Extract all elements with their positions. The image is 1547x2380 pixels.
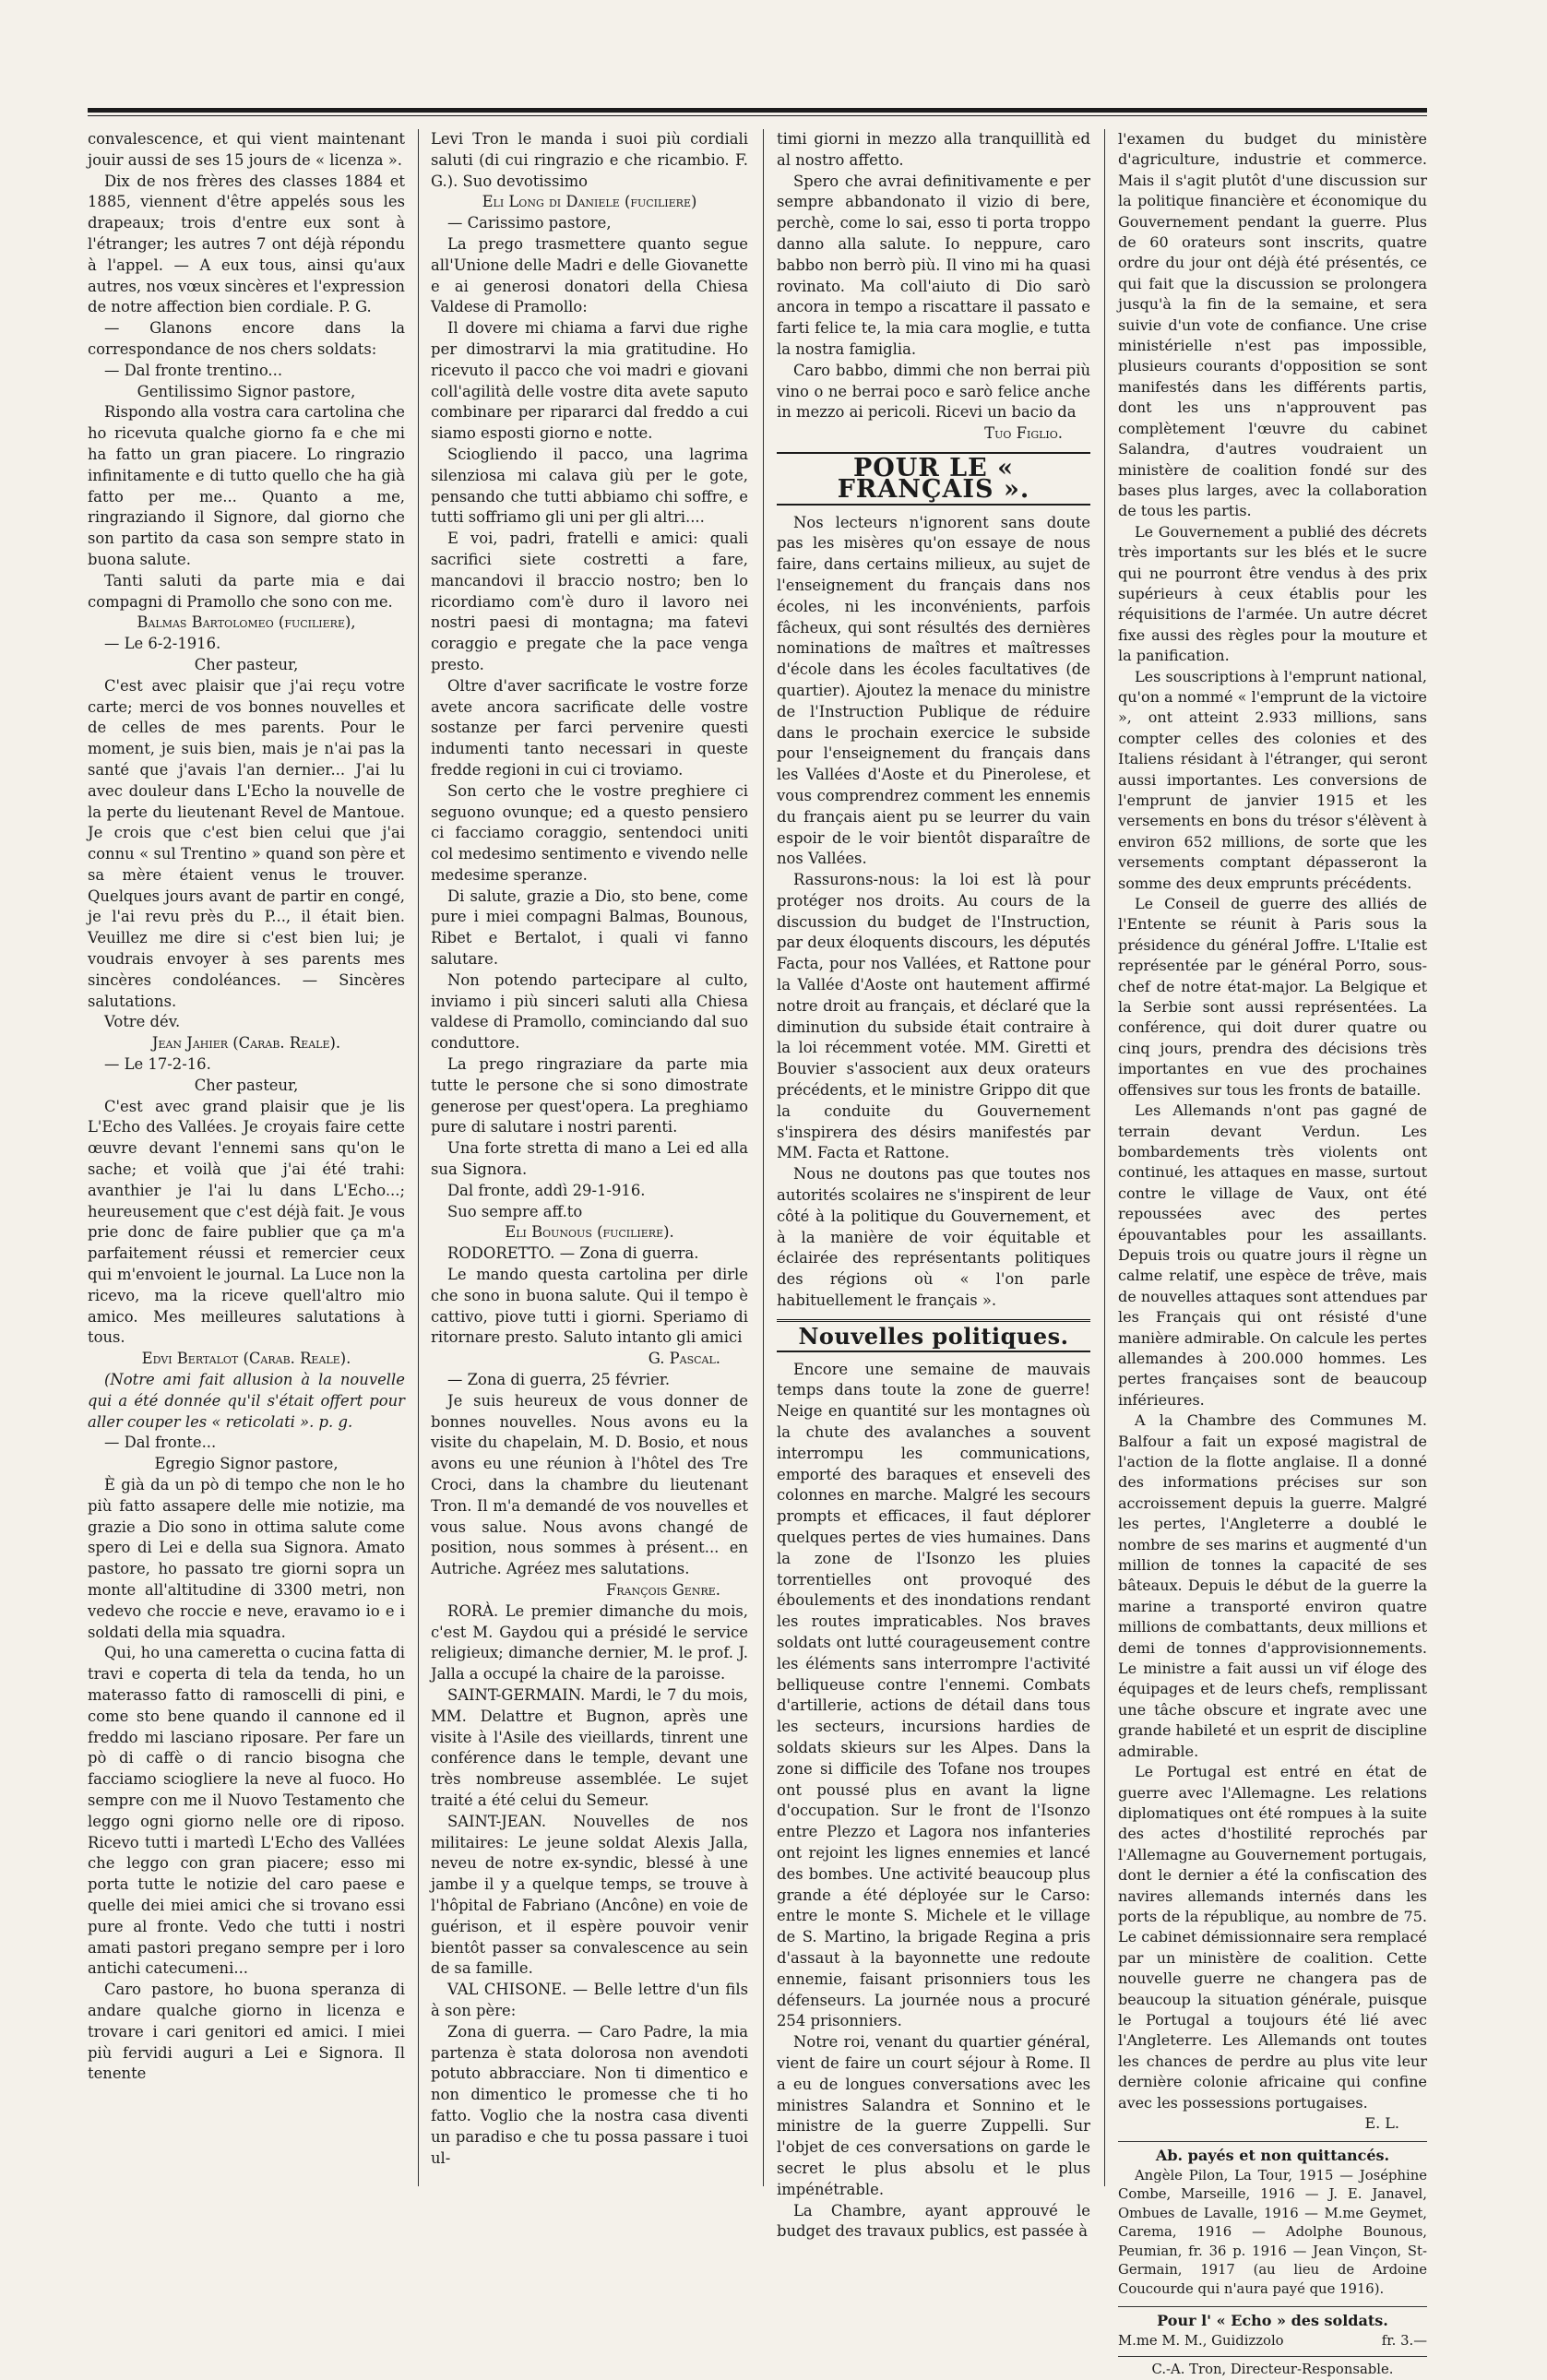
paragraph: SAINT-GERMAIN. Mardi, le 7 du mois, MM. Delattre et Bugnon, après une visite à l'Asile des vieillards, tinrent une conférence dans le temple, devant une très nombreuse assemblée. Le sujet traité a été celui du Semeur.	[431, 1685, 748, 1809]
paragraph: — Dal fronte trentino...	[104, 361, 283, 379]
paragraph: l'examen du budget du ministère d'agriculture, industrie et commerce. Mais il s'agit plutôt d'une discussion sur la politique financière et économique du Gouvernement pendant la guerre. Plus de 60 orateurs sont inscrits, quatre ordre du jour ont déjà été présentés, ce qui fait que la discussion se prolongera jusqu'à la fin de la semaine, et sera suivie d'un vote de confiance. Une crise ministérielle n'est pas impossible, plusieurs courants d'opposition se sont manifestés dans les différents partis, dont les uns n'approuvent pas complètement l'œuvre du cabinet Salandra, d'autres voudraient un ministère de coalition fondé sur des bases plus larges, avec la collaboration de tous les partis.	[1118, 130, 1427, 520]
paragraph: C'est avec plaisir que j'ai reçu votre carte; merci de vos bonnes nouvelles et de celles de mes parents. Pour le moment, je suis bien, mais je n'ai pas la santé que j'avais l'an dernier... J'ai lu avec douleur dans L'Echo la nouvelle de la perte du lieutenant Revel de Mantoue. Je crois que c'est bien celui que j'ai connu « sul Trentino » quand son père et sa mère étaient venus le trouver. Quelques jours avant de partir en congé, je l'ai revu près du P..., il était bien. Veuillez me dire si c'est bien lui; je voudrais envoyer à ses parents mes sincères condoléances. — Sincères salutations.	[88, 676, 405, 1010]
paragraph: RORÀ. Le premier dimanche du mois, c'est M. Gaydou qui a présidé le service religieux; dimanche dernier, M. le prof. J. Jalla a occupé la chaire de la paroisse.	[431, 1601, 748, 1684]
paragraph: — Glanons encore dans la correspondance de nos chers soldats:	[88, 319, 405, 358]
article-pour-le-francais	[777, 513, 1090, 1312]
paragraph: Gentilissimo Signor pastore,	[137, 382, 356, 400]
paragraph: Egregio Signor pastore,	[154, 1455, 339, 1473]
paragraph: Son certo che le vostre preghiere ci seguono ovunque; ed a questo pensiero ci facciamo coraggio, sentendoci uniti col medesimo sentimento e vivendo nelle medesime speranze.	[431, 781, 748, 884]
paragraph: Il dovere mi chiama a farvi due righe per dimostrarvi la mia gratitudine. Ho ricevuto il pacco che voi madri e giovani coll'agilità delle vostre dita avete saputo combinare per ripararci dal freddo a cui siamo esposti giorno e notte.	[431, 319, 748, 443]
paragraph: Qui, ho una cameretta o cucina fatta di travi e coperta di tela da tenda, ho un materasso fatto di ramoscelli di pini, e come sto bene quando il cannone ed il freddo mi lasciano riposare. Per fare un pò di caffè o di rancio bisogna che facciamo sciogliere la neve al fuoco. Ho sempre con me il Nuovo Testamento che leggo ogni giorno nelle ore di riposo. Ricevo tutti i martedì L'Echo des Vallées che leggo con gran piacere; esso mi porta tutte le notizie del caro paese e quelle dei miei amici che si trovano essi pure al fronte. Vedo che tutti i nostri amati pastori pregano sempre per i loro antichi catecumeni...	[88, 1644, 405, 1978]
paragraph: Le mando questa cartolina per dirle che sono in buona salute. Qui il tempo è cattivo, piove tutti i giorni. Speriamo di ritornare presto. Saluto intanto gli amici	[431, 1266, 748, 1347]
column-divider	[418, 129, 419, 2186]
paragraph: E. L.	[1364, 2114, 1399, 2132]
column-3	[777, 129, 1090, 2241]
paragraph: Tuo Figlio.	[984, 424, 1063, 443]
paragraph: Oltre d'aver sacrificate le vostre forze avete ancora sacrificate delle vostre sostanze per farci pervenire questi indumenti tanto necessari in queste fredde regioni in cui ci troviamo.	[431, 676, 748, 779]
column-divider	[763, 129, 764, 2186]
paragraph: A la Chambre des Communes M. Balfour a fait un exposé magistral de l'action de la flotte anglaise. Il a donné des informations précises sur son accroissement depuis la guerre. Malgré les pertes, l'Angleterre a doublé le nombre de ses marins et augmenté d'un million de tonnes la capacité de ses bâteaux. Depuis le début de la guerre la marine a transporté environ quatre millions de combattants, deux millions et demi de tonnes d'approvisionnements. Le ministre a fait aussi un vif éloge des équipages et de leurs chefs, remplissant une tâche obscure et ingrate avec une grande habileté et un esprit de discipline admirable.	[1118, 1411, 1427, 1760]
paragraph: C'est avec grand plaisir que je lis L'Echo des Vallées. Je croyais faire cette œuvre devant l'ennemi sans qu'on le sache; et voilà que j'ai été trahi: avanthier je l'ai lu dans L'Echo...; heureusement que c'est déjà fait. Je vous prie donc de faire publier que ça m'a parfaitement réussi et remercier ceux qui m'envoient le journal. La Luce non la ricevo, ma la riceve quell'altro mio amico. Mes meilleures salutations à tous.	[88, 1097, 405, 1347]
paragraph: Tanti saluti da parte mia e dai compagni di Pramollo che sono con me.	[88, 571, 405, 611]
abonnements-list: Angèle Pilon, La Tour, 1915 — Joséphine Combe, Marseille, 1916 — J. E. Janavel, Ombues de Lavalle, 1916 — M.me Geymet, Carema, 1916 — Adolphe Bounous, Peumian, fr. 36 p. 1916 — Jean Vinçon, St-Germain, 1917 (au lieu de Ardoine Coucourde qui n'aura payé que 1916).	[1118, 2167, 1427, 2297]
paragraph: Rassurons-nous: la loi est là pour protéger nos droits. Au cours de la discussion du budget de l'Instruction, par deux éloquents discours, les députés Facta, pour nos Vallées, et Rattone pour la Vallée d'Aoste ont hautement affirmé notre droit au français, et déclaré que la diminution du subside était contraire à la loi récemment votée. MM. Giretti et Bouvier s'associent aux deux orateurs précédents, et le ministre Grippo dit que la conduite du Gouvernement s'inspirera des désirs manifestés par MM. Facta et Rattone.	[777, 871, 1090, 1162]
paragraph: — Dal fronte...	[104, 1434, 217, 1452]
paragraph: Dal fronte, addì 29-1-916.	[447, 1181, 646, 1199]
paragraph: VAL CHISONE. — Belle lettre d'un fils à son père:	[431, 1981, 748, 2019]
heading-pour-le-francais: POUR LE « FRANÇAIS ».	[777, 452, 1090, 506]
paragraph: La prego trasmettere quanto segue all'Unione delle Madri e delle Giovanette e ai generosi donatori della Chiesa Valdese di Pramollo:	[431, 234, 748, 316]
paragraph: Levi Tron le manda i suoi più cordiali saluti (di cui ringrazio e che ricambio. F. G.). Suo devotissimo	[431, 130, 748, 190]
paragraph: E voi, padri, fratelli e amici: quali sacrifici siete costretti a fare, mancandovi il braccio nostro; ben lo ricordiamo com'è duro il lavoro nei nostri paesi di montagna; ma fatevi coraggio e pregate che la pace venga presto.	[431, 530, 748, 673]
paragraph: Non potendo partecipare al culto, inviamo i più sinceri saluti alla Chiesa valdese di Pramollo, cominciando dal suo conduttore.	[431, 970, 748, 1053]
paragraph: La prego ringraziare da parte mia tutte le persone che si sono dimostrate generose per quest'opera. La preghiamo pure di salutare i nostri parenti.	[431, 1055, 748, 1136]
paragraph: Je suis heureux de vous donner de bonnes nouvelles. Nous avons eu la visite du chapelain, M. D. Bosio, et nous avons eu une réunion à l'hôtel des Tre Croci, dans la chambre du lieutenant Tron. Il m'a demandé de vos nouvelles et vous salue. Nous avons changé de position, nous sommes à présent... en Autriche. Agréez mes salutations.	[431, 1391, 748, 1578]
paragraph: Spero che avrai definitivamente e per sempre abbandonato il vizio di bere, perchè, come lo sai, esso ti porta troppo danno alla salute. Io neppure, caro babbo non berrò più. Il vino mi ha quasi rovinato. Ma coll'aiuto di Dio sarò ancora in tempo a riscattare il passato e farti felice te, la mia cara moglie, e tutta la nostra famiglia.	[777, 172, 1090, 358]
soldats-line	[1118, 2332, 1427, 2351]
paragraph: timi giorni in mezzo alla tranquillità ed al nostro affetto.	[777, 130, 1090, 169]
paragraph: Edvi Bertalot (Carab. Reale).	[141, 1350, 351, 1368]
top-rule-thin	[88, 115, 1427, 116]
paragraph: Caro babbo, dimmi che non berrai più vino o ne berrai poco e sarò felice anche in mezzo ai pericoli. Ricevi un bacio da	[777, 361, 1090, 422]
soldats-amount: fr. 3.—	[1381, 2332, 1427, 2349]
paragraph: Notre roi, venant du quartier général, vient de faire un court séjour à Rome. Il a eu de longues conversations avec les ministres Salandra et Sonnino et le ministre de la guerre Zuppelli. Sur l'objet de ces conversations on garde le secret le plus absolu et le plus impénétrable.	[777, 2033, 1090, 2198]
paragraph: François Genre.	[605, 1580, 720, 1599]
paragraph: È già da un pò di tempo che non le ho più fatto assapere delle mie notizie, ma grazie a Dio sono in ottima salute come spero di Lei e della sua Signora. Amato pastore, ho passato tre giorni sopra un monte all'altitudine di 3300 metri, non vedevo che roccie e neve, eravamo io e i soldati della mia squadra.	[88, 1476, 405, 1641]
paragraph: Dix de nos frères des classes 1884 et 1885, viennent d'être appelés sous les drapeaux; trois d'entre eux sont à l'étranger; les autres 7 ont déjà répondu à l'appel. — A eux tous, ainsi qu'aux autres, nos vœux sincères et l'expression de notre affection bien cordiale. P. G.	[88, 172, 405, 316]
paragraph: (Notre ami fait allusion à la nouvelle qui a été donnée qu'il s'était offert pour aller couper les « reticolati ». p. g.	[88, 1371, 405, 1431]
paragraph: Nos lecteurs n'ignorent sans doute pas les misères qu'on essaye de nous faire, dans certains milieux, au sujet de l'enseignement du français dans nos écoles, ni les inconvénients, parfois fâcheux, qui sont résultés des dernières nominations de maîtres et maîtresses d'école dans les écoles facultatives (de quartier). Ajoutez la menace du ministre de l'Instruction Publique de réduire dans le prochain exercice le subside pour l'enseignement du français dans les Vallées d'Aoste et du Pinerolese, et vous comprendrez comment les ennemis du français aient pu se leurrer du vain espoir de le voir bientôt disparaître de nos Vallées.	[777, 513, 1090, 868]
paragraph: Cher pasteur,	[194, 655, 299, 673]
paragraph: Nous ne doutons pas que toutes nos autorités scolaires ne s'inspirent de leur côté à la politique du Gouvernement, et à la manière de voir équitable et éclairée des représentants politiques des régions où « l'on parle habituellement le français ».	[777, 1165, 1090, 1310]
paragraph: La Chambre, ayant approuvé le budget des travaux publics, est passée à	[777, 2201, 1090, 2241]
paragraph: Caro pastore, ho buona speranza di andare qualche giorno in licenza e trovare i cari genitori ed amici. I miei più fervidi auguri a Lei e Signora. Il tenente	[88, 1981, 405, 2083]
director-line: C.-A. Tron, Directeur-Responsable.	[1118, 2356, 1427, 2380]
paragraph: SAINT-JEAN. Nouvelles de nos militaires: Le jeune soldat Alexis Jalla, neveu de notre ex-syndic, blessé à une jambe il y a quelque temps, se trouve à l'hôpital de Fabriano (Ancône) en voie de guérison, et il espère pouvoir venir bientôt passer sa convalescence au sein de sa famille.	[431, 1812, 748, 1978]
paragraph: Eli Bounous (fuciliere).	[505, 1223, 674, 1242]
paragraph: Les Allemands n'ont pas gagné de terrain devant Verdun. Les bombardements très violents ont continué, les attaques en masse, surtout contre le village de Vaux, ont été repoussées avec des pertes épouvantables pour les assaillants. Depuis trois ou quatre jours il règne un calme relatif, une espèce de trêve, mais de nouvelles attaques sont attendues par les Français qui ont résisté d'une manière admirable. On calcule les pertes allemandes à 200.000 hommes. Les pertes françaises sont de beaucoup inférieures.	[1118, 1101, 1427, 1409]
paragraph: Di salute, grazie a Dio, sto bene, come pure i miei compagni Balmas, Bounous, Ribet e Bertalot, i quali vi fanno salutare.	[431, 887, 748, 969]
paragraph: convalescence, et qui vient maintenant jouir aussi de ses 15 jours de « licenza ».	[88, 130, 405, 169]
paragraph: Zona di guerra. — Caro Padre, la mia partenza è stata dolorosa non avendoti potuto abbracciare. Non ti dimentico e non dimentico le promesse che ti ho fatto. Voglio che la nostra casa diventi un paradiso e che tu possa passare i tuoi ul-	[431, 2022, 748, 2167]
column-3-intro	[777, 129, 1090, 445]
column-divider	[1104, 129, 1105, 2186]
heading-nouvelles-politiques: Nouvelles politiques.	[777, 1319, 1090, 1352]
column-1	[88, 129, 405, 2196]
paragraph: Jean Jahier (Carab. Reale).	[151, 1034, 341, 1053]
soldats-donor: M.me M. M., Guidizzolo	[1118, 2332, 1284, 2349]
heading-echo-soldats: Pour l' « Echo » des soldats.	[1118, 2306, 1427, 2331]
paragraph: RODORETTO. — Zona di guerra.	[447, 1244, 699, 1263]
column-4	[1118, 129, 1427, 2378]
paragraph: Cher pasteur,	[194, 1076, 299, 1094]
paragraph: Eli Long di Daniele (fuciliere)	[482, 193, 697, 211]
heading-abonnements: Ab. payés et non quittancés.	[1118, 2141, 1427, 2166]
column-4-politics	[1118, 129, 1427, 2134]
paragraph: Sciogliendo il pacco, una lagrima silenziosa mi calava giù per le gote, pensando che tutti abbiamo chi soffre, e tutti soffriamo gli uni per gli altri....	[431, 445, 748, 527]
paragraph: Les souscriptions à l'emprunt national, qu'on a nommé « l'emprunt de la victoire », ont atteint 2.933 millions, sans compter celles des colonies et des Italiens résidant à l'étranger, qui seront aussi importantes. Les conversions de l'emprunt de janvier 1915 et les versements en bons du trésor s'élèvent à environ 652 millions, de sorte que les versements comptant dépasseront la somme des deux emprunts précédents.	[1118, 667, 1427, 892]
paragraph: — Zona di guerra, 25 février.	[447, 1371, 671, 1389]
paragraph: Balmas Bartolomeo (fuciliere),	[137, 613, 356, 632]
paragraph: Votre dév.	[104, 1013, 181, 1031]
paragraph: Suo sempre aff.to	[447, 1202, 583, 1220]
column-2	[431, 129, 748, 2196]
paragraph: G. Pascal.	[648, 1350, 720, 1368]
article-nouvelles-politiques	[777, 1360, 1090, 2243]
paragraph: Le Conseil de guerre des alliés de l'Entente se réunit à Paris sous la présidence du général Joffre. L'Italie est représentée par le général Porro, sous-chef de notre état-major. La Belgique et la Serbie sont aussi représentées. La conférence, qui doit durer quatre ou cinq jours, prendra des décisions très importantes en vue des prochaines offensives sur tous les fronts de bataille.	[1118, 895, 1427, 1099]
paragraph: — Le 6-2-1916.	[104, 635, 221, 653]
paragraph: Le Portugal est entré en état de guerre avec l'Allemagne. Les relations diplomatiques ont été rompues à la suite des actes d'hostilité reprochés par l'Allemagne au Gouvernement portugais, dont le dernier a été la confiscation des navires allemands internés dans les ports de la république, au nombre de 75. Le cabinet démissionnaire sera remplacé par un ministère de coalition. Cette nouvelle guerre ne changera pas de beaucoup la situation générale, puisque le Portugal a toujours été lié avec l'Angleterre. Les Allemands ont toutes les chances de perdre au plus vite leur dernière colonie africaine qui confine avec les possessions portugaises.	[1118, 1763, 1427, 2112]
paragraph: Encore une semaine de mauvais temps dans toute la zone de guerre! Neige en quantité sur les montagnes où la chute des avalanches a souvent interrompu les communications, emporté des baraques et enseveli des colonnes en marche. Malgré les secours prompts et efficaces, il faut déplorer quelques pertes de vies humaines. Dans la zone de l'Isonzo les pluies torrentielles ont provoqué des éboulements et des inondations rendant les routes impraticables. Nos braves soldats ont lutté courageusement contre les éléments sans interrompre l'activité belliqueuse contre l'ennemi. Combats d'artillerie, actions de détail dans tous les secteurs, incursions hardies de soldats skieurs sur les Alpes. Dans la zone si difficile des Tofane nos troupes ont poussé plus en avant la ligne d'occupation. Sur le front de l'Isonzo entre Plezzo et Lagora nos infanteries ont rejoint les lignes ennemies et lancé des bombes. Une activité beaucoup plus grande a été déployée sur le Carso: entre le monte S. Michele et le village de S. Martino, la brigade Regina a pris d'assaut à la bayonnette une redoute ennemie, faisant prisonniers tous les défenseurs. La journée nous a procuré 254 prisonniers.	[777, 1360, 1090, 2030]
paragraph: Le Gouvernement a publié des décrets très importants sur les blés et le sucre qui ne pourront être vendus à des prix supérieurs à ceux établis pour les réquisitions de l'armée. Un autre décret fixe aussi des règles pour la mouture et la panification.	[1118, 522, 1427, 665]
top-rule	[88, 108, 1427, 113]
paragraph: — Le 17-2-16.	[104, 1055, 211, 1074]
paragraph: Rispondo alla vostra cara cartolina che ho ricevuta qualche giorno fa e che mi ha fatto un gran piacere. Lo ringrazio infinitamente e di tutto quello che ha già fatto per me... Quanto a me, ringraziando il Signore, dal giorno che son partito da casa son sempre stato in buona salute.	[88, 403, 405, 568]
paragraph: — Carissimo pastore,	[447, 214, 612, 232]
paragraph: Una forte stretta di mano a Lei ed alla sua Signora.	[431, 1139, 748, 1179]
